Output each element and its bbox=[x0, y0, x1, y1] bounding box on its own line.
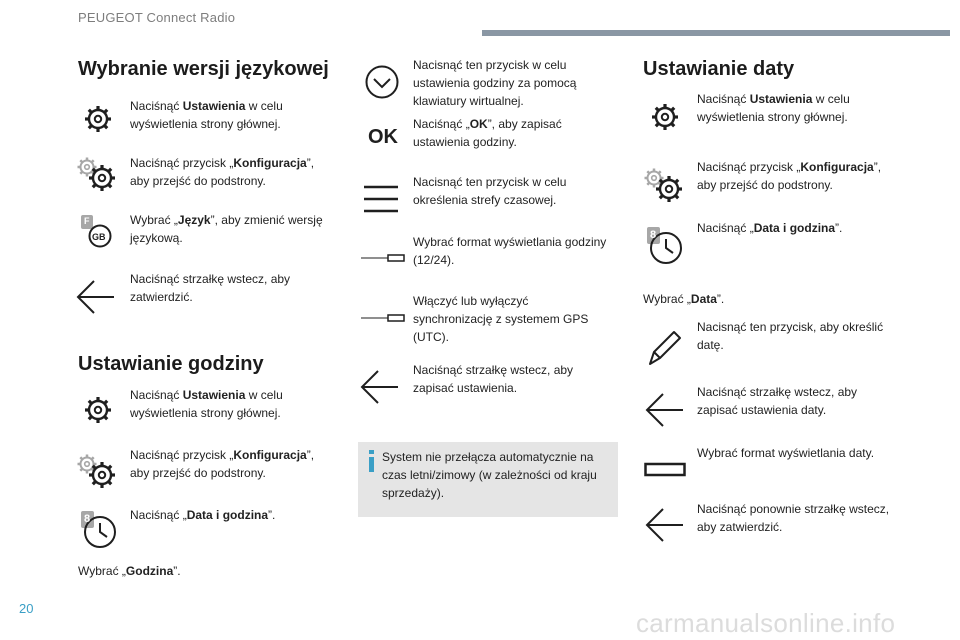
clock-icon bbox=[80, 510, 118, 550]
save-date-step: Naciśnąć strzałkę wstecz, aby zapisać ustawienia daty. bbox=[697, 385, 858, 417]
header-title: PEUGEOT Connect Radio bbox=[78, 10, 236, 25]
lang-step-2: Naciśnąć przycisk „Konfiguracja”, aby przejść do podstrony. bbox=[130, 156, 315, 188]
settings-gear-icon bbox=[650, 102, 680, 132]
select-hour-text: Wybrać „Godzina”. bbox=[78, 564, 181, 578]
back-arrow-icon bbox=[645, 392, 687, 430]
toggle-switch-icon bbox=[360, 253, 406, 263]
header-bar bbox=[482, 30, 950, 36]
info-icon bbox=[368, 450, 376, 477]
page-number: 20 bbox=[19, 601, 34, 616]
timezone-step: Nacisnąć ten przycisk w celu określenia strefy czasowej. bbox=[413, 175, 567, 207]
ok-step: Naciśnąć „OK”, aby zapisać ustawienia godziny. bbox=[413, 117, 562, 149]
language-flag-icon bbox=[80, 214, 114, 248]
note-text: System nie przełącza automatycznie na czas letni/zimowy (w zależności od kraju sprzedaży). bbox=[382, 450, 597, 500]
date-format-step: Wybrać format wyświetlania daty. bbox=[697, 446, 875, 460]
flag-letter-gb: GB bbox=[92, 232, 106, 242]
settings-gear-icon bbox=[83, 395, 113, 425]
confirm-date-step: Naciśnąć ponownie strzałkę wstecz, aby zatwierdzić. bbox=[697, 502, 890, 534]
settings-gear-icon bbox=[83, 104, 113, 134]
chevron-down-circle-icon bbox=[364, 64, 400, 100]
clock-badge: 8 bbox=[650, 229, 657, 241]
clock-badge: 8 bbox=[84, 513, 91, 525]
date-heading: Ustawianie daty bbox=[643, 58, 795, 80]
hour-format-step: Wybrać format wyświetlania godziny (12/24). bbox=[413, 235, 607, 267]
date-step-3: Naciśnąć „Data i godzina”. bbox=[697, 221, 843, 235]
back-arrow-icon bbox=[360, 369, 402, 407]
toggle-switch-icon bbox=[360, 313, 406, 323]
back-arrow-icon bbox=[645, 507, 687, 545]
set-date-step: Nacisnąć ten przycisk, aby określić datę. bbox=[697, 320, 884, 352]
time-heading: Ustawianie godziny bbox=[78, 353, 264, 375]
flag-letter-f: F bbox=[84, 216, 90, 226]
save-time-step: Naciśnąć strzałkę wstecz, aby zapisać ustawienia. bbox=[413, 363, 574, 395]
language-heading: Wybranie wersji językowej bbox=[78, 58, 329, 80]
date-format-box-icon bbox=[644, 462, 686, 478]
time-kbd-step: Nacisnąć ten przycisk w celu ustawienia godziny za pomocą klawiatury wirtualnej. bbox=[413, 58, 577, 108]
ok-icon: OK bbox=[368, 126, 398, 148]
date-step-1: Naciśnąć Ustawienia w celu wyświetlenia strony głównej. bbox=[697, 92, 850, 124]
lang-step-4: Naciśnąć strzałkę wstecz, aby zatwierdzić. bbox=[130, 272, 291, 304]
select-date-text: Wybrać „Data”. bbox=[643, 292, 725, 306]
pencil-icon bbox=[646, 328, 684, 368]
date-step-2: Naciśnąć przycisk „Konfiguracja”, aby przejść do podstrony. bbox=[697, 160, 882, 192]
lang-step-3: Wybrać „Język”, aby zmienić wersję językową. bbox=[130, 213, 323, 245]
configuration-gears-icon bbox=[76, 452, 118, 490]
back-arrow-icon bbox=[76, 279, 118, 317]
time-step-2: Naciśnąć przycisk „Konfiguracja”, aby przejść do podstrony. bbox=[130, 448, 315, 480]
watermark: carmanualsonline.info bbox=[636, 608, 896, 638]
gps-sync-step: Włączyć lub wyłączyć synchronizację z systemem GPS (UTC). bbox=[413, 294, 589, 344]
time-step-1: Naciśnąć Ustawienia w celu wyświetlenia strony głównej. bbox=[130, 388, 283, 420]
time-step-3: Naciśnąć „Data i godzina”. bbox=[130, 508, 276, 522]
configuration-gears-icon bbox=[76, 155, 118, 193]
menu-icon bbox=[362, 184, 400, 214]
clock-icon bbox=[646, 226, 684, 266]
info-note bbox=[358, 442, 618, 517]
configuration-gears-icon bbox=[643, 166, 685, 204]
lang-step-1: Naciśnąć Ustawienia w celu wyświetlenia strony głównej. bbox=[130, 99, 283, 131]
